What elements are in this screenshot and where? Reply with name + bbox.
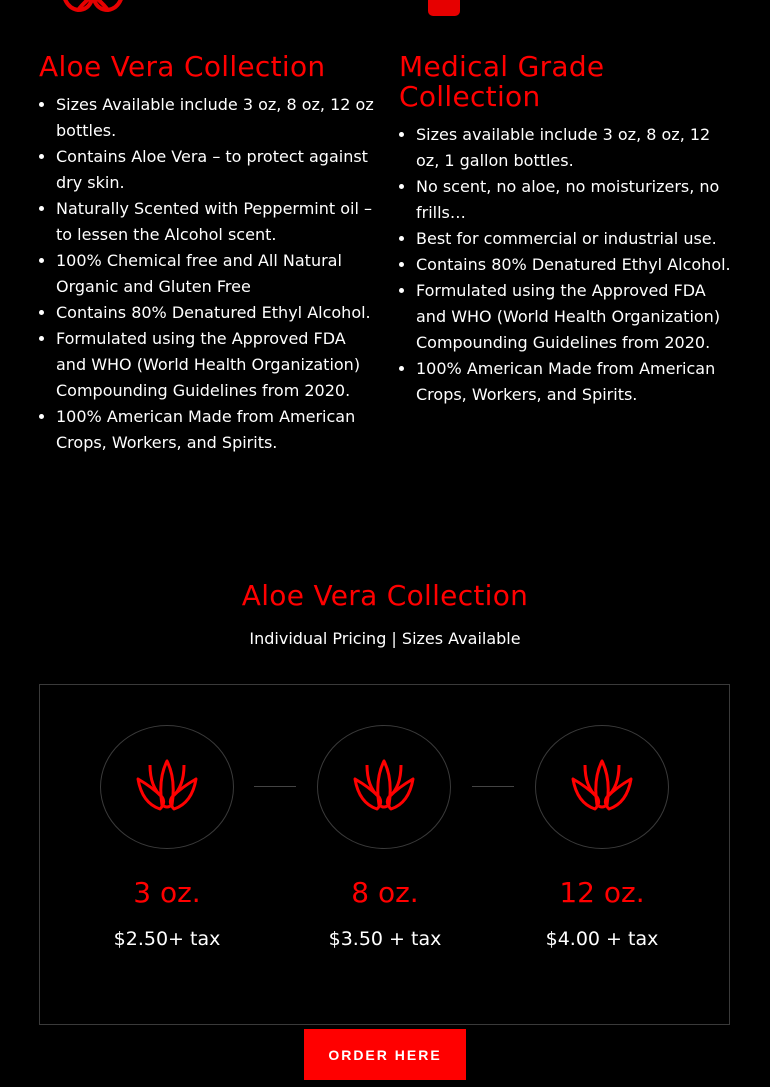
medical-grade-feature-list [399,122,734,408]
aloe-vera-title: Aloe Vera Collection [39,50,326,83]
list-item: • Sizes Available include 3 oz, 8 oz, 12 oz bottles. [56,92,374,144]
size-circle [317,725,451,849]
connector-line [472,786,514,787]
aloe-icon [567,757,637,817]
order-here-button[interactable]: ORDER HERE [304,1029,466,1080]
size-circle [535,725,669,849]
pricing-title: Aloe Vera Collection [241,579,529,612]
size-label-12oz: 12 oz. [559,876,645,909]
medical-grade-features [399,52,734,408]
list-item: • Formulated using the Approved FDA and WHO (World Health Organization) Compounding Guidelines from 2020. [56,326,374,404]
size-label-3oz: 3 oz. [133,876,201,909]
price-8oz: $3.50 + tax [328,928,442,950]
list-item: • Naturally Scented with Peppermint oil – to lessen the Alcohol scent. [56,196,374,248]
list-item: • Contains 80% Denatured Ethyl Alcohol. [416,252,734,278]
list-item: • Contains 80% Denatured Ethyl Alcohol. [56,300,374,326]
list-item: • No scent, no aloe, no moisturizers, no frills… [416,174,734,226]
aloe-icon [349,757,419,817]
aloe-icon [132,757,202,817]
aloe-vera-feature-list [39,92,374,456]
list-item: • Sizes available include 3 oz, 8 oz, 12 oz, 1 gallon bottles. [416,122,734,174]
list-item: • 100% Chemical free and All Natural Organic and Gluten Free [56,248,374,300]
size-label-8oz: 8 oz. [351,876,419,909]
list-item: • 100% American Made from American Crops, Workers, and Spirits. [56,404,374,456]
list-item: • Formulated using the Approved FDA and WHO (World Health Organization) Compounding Guidelines from 2020. [416,278,734,356]
price-12oz: $4.00 + tax [545,928,659,950]
list-item: • 100% American Made from American Crops, Workers, and Spirits. [416,356,734,408]
price-3oz: $2.50+ tax [113,928,221,950]
medical-grade-title: Medical Grade Collection [399,50,605,113]
bottle-icon [428,0,460,16]
list-item: • Best for commercial or industrial use. [416,226,734,252]
pricing-box [39,684,730,1025]
connector-line [254,786,296,787]
pricing-subtitle: Individual Pricing | Sizes Available [249,629,521,648]
size-circle [100,725,234,849]
list-item: • Contains Aloe Vera – to protect against dry skin. [56,144,374,196]
aloe-vera-features [39,52,374,456]
aloe-icon [56,0,130,12]
